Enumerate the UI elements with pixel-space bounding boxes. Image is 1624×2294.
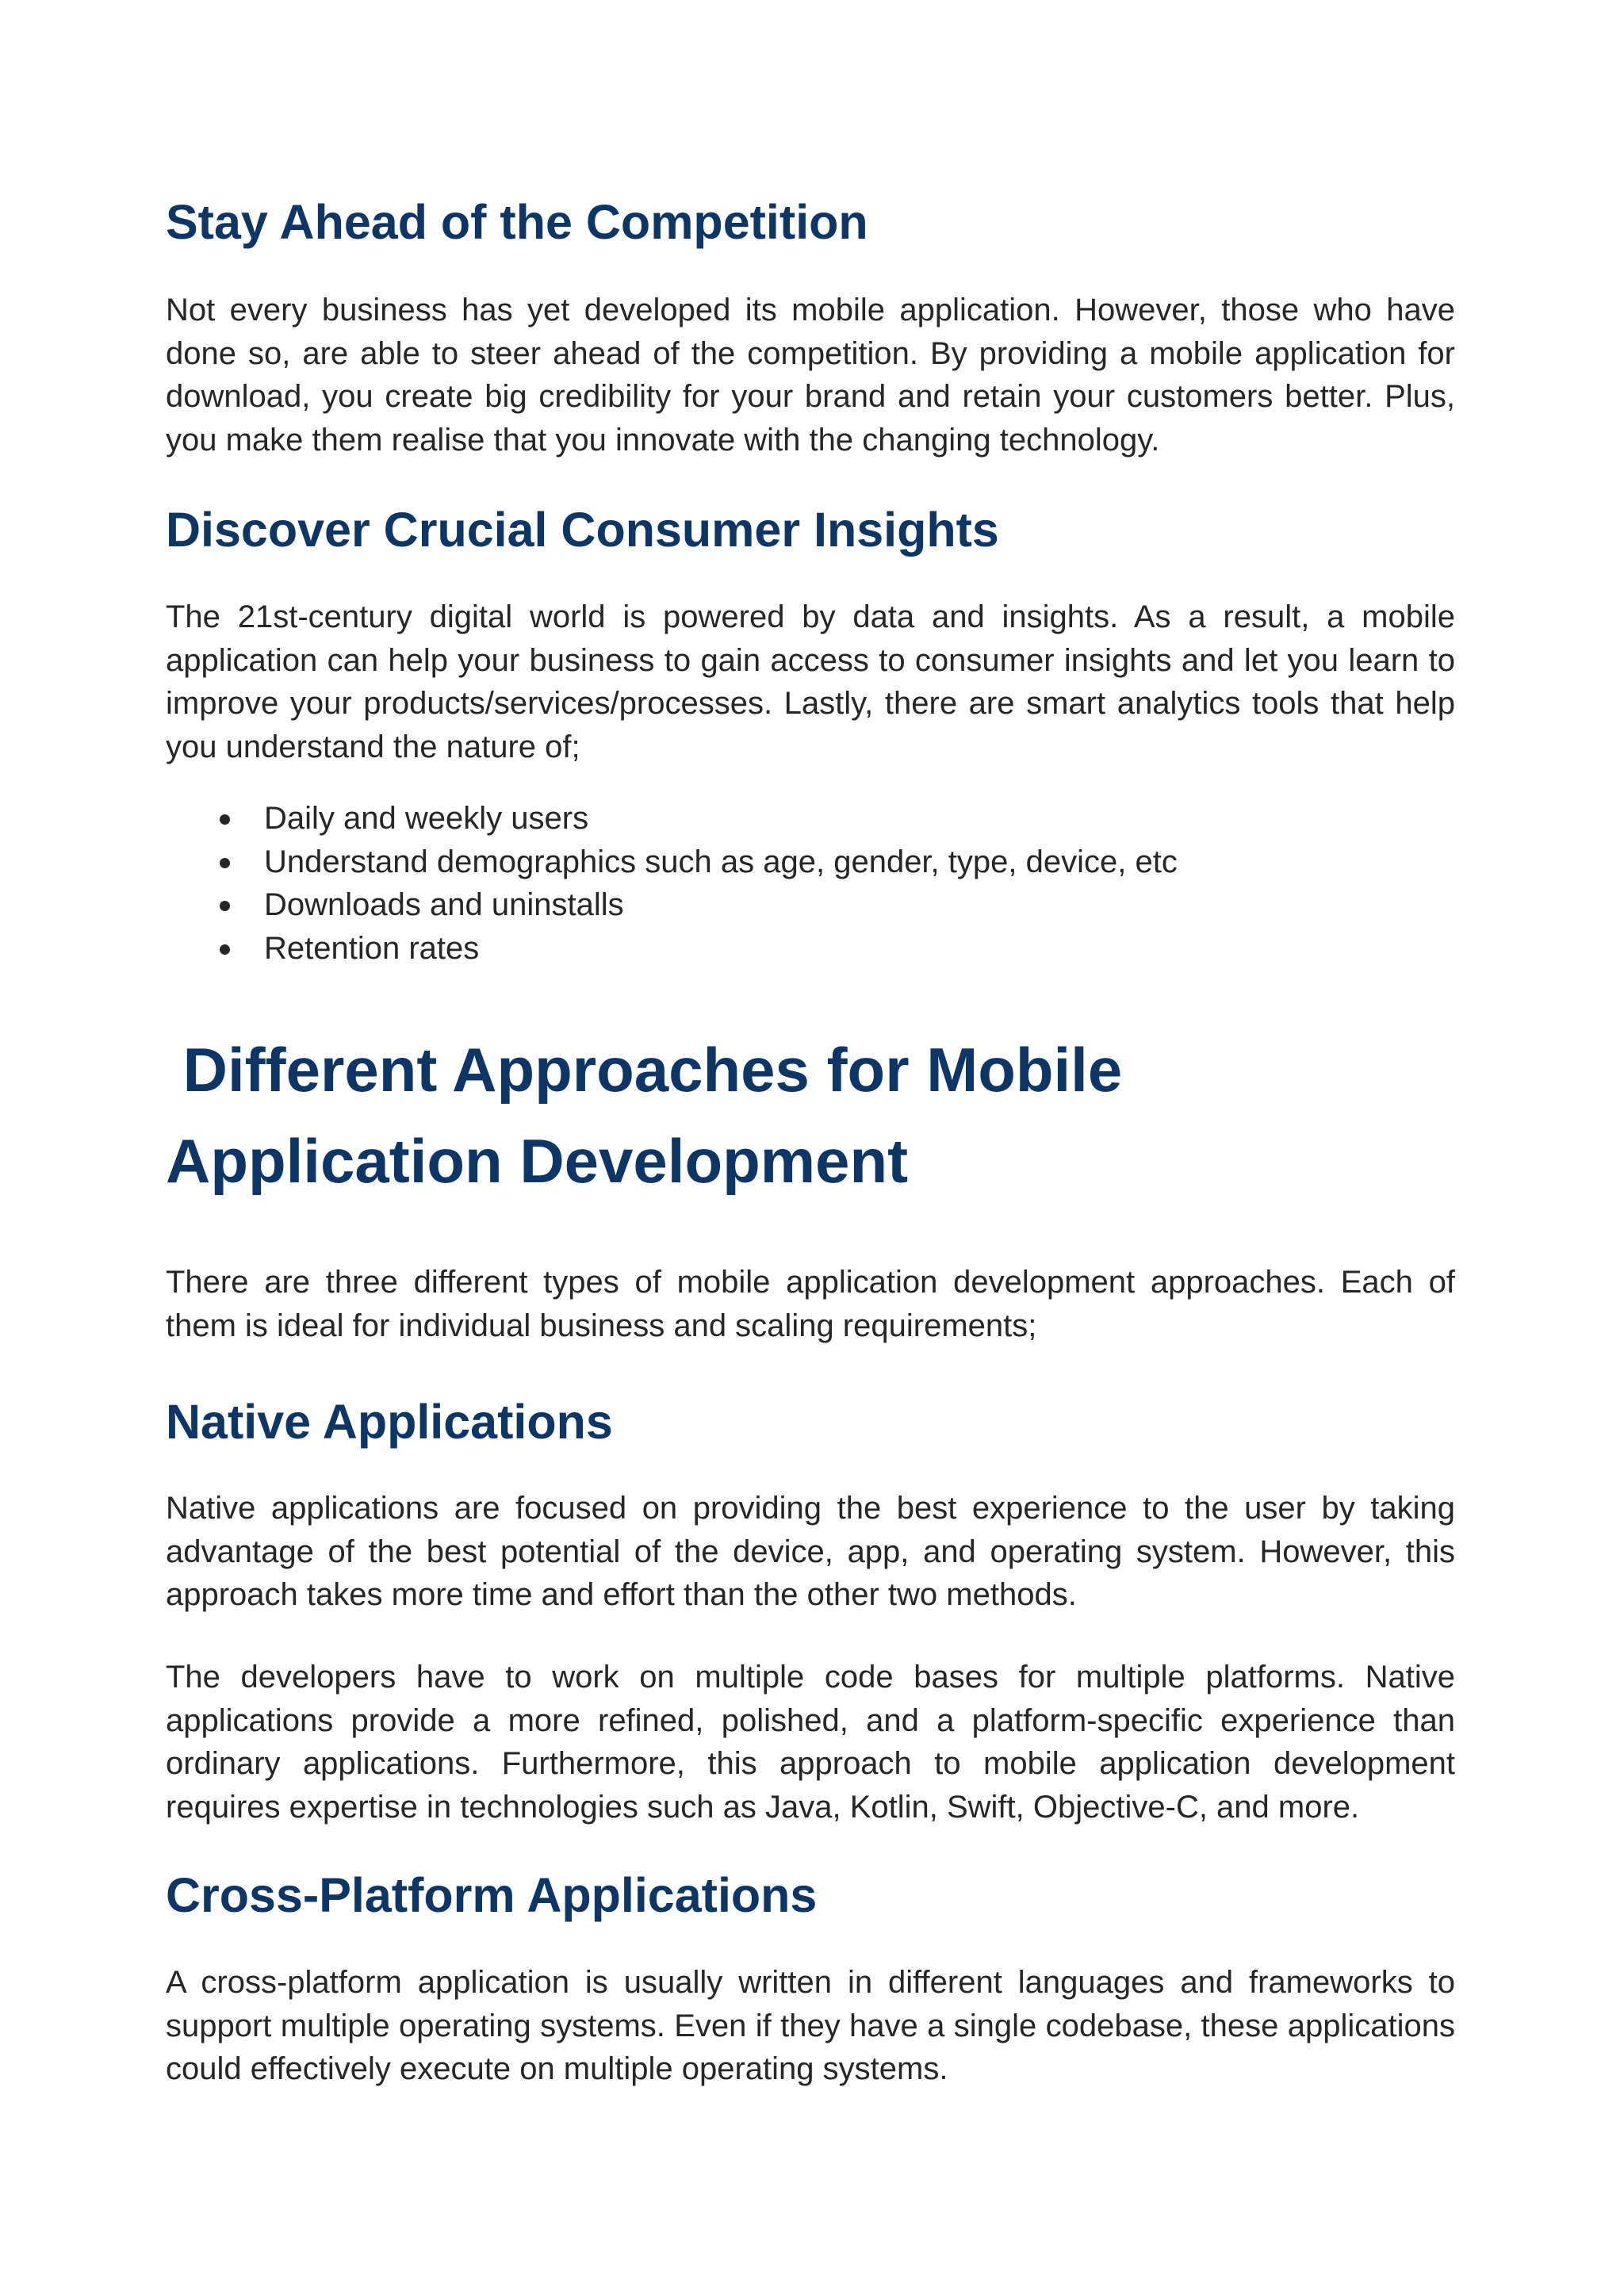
section-title-line-2: Application Development bbox=[166, 1126, 909, 1196]
paragraph-cross-platform: A cross-platform application is usually written in different languages and frameworks to support multiple operating systems. Even if they have a single codebase, these applications could effectively execute on multiple operating systems. bbox=[166, 1965, 1455, 2086]
paragraph-approaches: There are three different types of mobile application development approaches. Each of them is ideal for individual business and scaling requirements; bbox=[166, 1265, 1455, 1343]
bullet-icon bbox=[220, 814, 230, 825]
paragraph-consumer-insights: The 21st-century digital world is powered by data and insights. As a result, a mobile application can help your business to gain access to consumer insights and let you learn to improve your products/services/processes. Lastly, there are smart analytics tools that help you understand the nature of; bbox=[166, 599, 1455, 764]
heading-cross-platform: Cross-Platform Applications bbox=[166, 1868, 818, 1922]
list-item-text: Downloads and uninstalls bbox=[264, 887, 624, 922]
paragraph-native-2: The developers have to work on multiple code bases for multiple platforms. Native applications provide a more refined, polished, and a platform-specific experience than ordinary applications. Furthermore, this approach to mobile application development requires expertise in technologies such as Java, Kotlin, Swift, Objective-C, and more. bbox=[166, 1660, 1455, 1825]
list-item-text: Retention rates bbox=[264, 930, 480, 966]
bullet-icon bbox=[220, 944, 230, 955]
list-item-text: Understand demographics such as age, gender, type, device, etc bbox=[264, 844, 1178, 879]
heading-stay-ahead: Stay Ahead of the Competition bbox=[166, 195, 868, 249]
paragraph-stay-ahead: Not every business has yet developed its mobile application. However, those who have done so, are able to steer ahead of the competition. By providing a mobile application for download, you create big credibility for your brand and retain your customers better. Plus, you make them realise that you innovate with the changing technology. bbox=[166, 293, 1455, 458]
section-title-line-1: Different Approaches for Mobile bbox=[166, 1035, 1123, 1105]
list-item-text: Daily and weekly users bbox=[264, 801, 589, 836]
bullet-icon bbox=[220, 858, 230, 868]
paragraph-native-1: Native applications are focused on providing the best experience to the user by taking advantage of the best potential of the device, app, and operating system. However, this approach takes more time and effort than the other two methods. bbox=[166, 1491, 1455, 1612]
heading-consumer-insights: Discover Crucial Consumer Insights bbox=[166, 503, 999, 557]
bullet-icon bbox=[220, 901, 230, 911]
heading-native-applications: Native Applications bbox=[166, 1395, 613, 1449]
